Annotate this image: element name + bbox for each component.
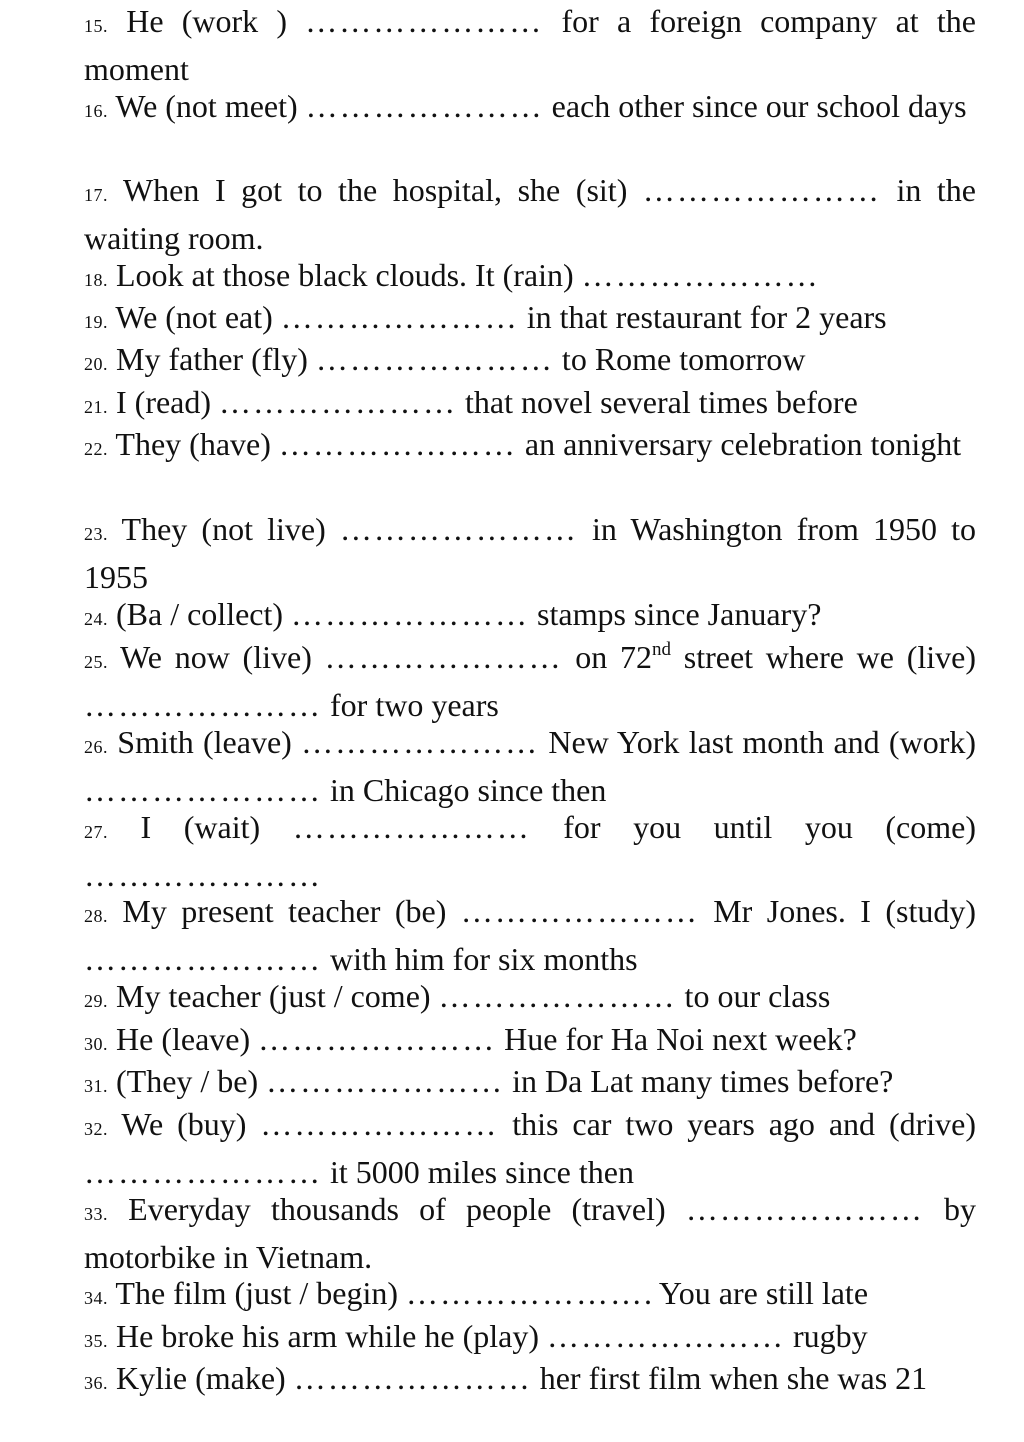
answer-blank: …………………	[546, 1318, 785, 1354]
exercise-22: 22. They (have) ………………… an anniversary celebration tonight	[84, 426, 962, 462]
exercise-number: 28.	[84, 906, 108, 926]
exercise-number: 21.	[84, 397, 108, 417]
exercise-31: 31. (They / be) ………………… in Da Lat many times before?	[84, 1063, 894, 1099]
exercise-number: 29.	[84, 991, 108, 1011]
exercise-number: 32.	[84, 1119, 108, 1139]
answer-blank: …………………	[315, 341, 554, 377]
exercise-18: 18. Look at those black clouds. It (rain) …………………	[84, 257, 820, 293]
answer-blank: …………………	[581, 257, 820, 293]
answer-blank: …………………	[438, 978, 677, 1014]
answer-blank: …………………	[291, 596, 530, 632]
answer-blank: …………………	[293, 1360, 532, 1396]
answer-blank: …………………	[219, 384, 458, 420]
exercise-19: 19. We (not eat) ………………… in that restaurant for 2 years	[84, 299, 887, 335]
exercise-36: 36. Kylie (make) ………………… her first film when she was 21	[84, 1360, 928, 1396]
answer-blank: …………………	[305, 88, 544, 124]
exercise-number: 30.	[84, 1034, 108, 1054]
answer-blank: …………………	[260, 1106, 499, 1142]
exercise-35: 35. He broke his arm while he (play) ………………… rugby	[84, 1318, 868, 1354]
exercise-23: 23. They (not live) ………………… in Washington from 1950 to 1955	[84, 511, 977, 595]
exercise-number: 34.	[84, 1288, 108, 1308]
exercise-number: 26.	[84, 737, 108, 757]
answer-blank: …………………	[84, 940, 322, 977]
exercise-number: 31.	[84, 1076, 108, 1096]
answer-blank: …………………	[258, 1021, 497, 1057]
answer-blank: …………………	[460, 893, 699, 929]
exercise-number: 22.	[84, 439, 108, 459]
exercise-number: 19.	[84, 312, 108, 332]
exercise-number: 24.	[84, 609, 108, 629]
exercise-17: 17. When I got to the hospital, she (sit) ………………… in the waiting room.	[84, 172, 977, 256]
answer-blank: …………………	[84, 1153, 322, 1190]
exercise-15: 15. He (work ) ………………… for a foreign company at the moment	[84, 3, 977, 87]
exercise-32: 32. We (buy) ………………… this car two years ago and (drive) ………………… it 5000 miles since then	[84, 1106, 977, 1190]
answer-blank: …………………	[280, 299, 519, 335]
ordinal-suffix: nd	[652, 639, 672, 660]
answer-blank: …………………	[84, 686, 322, 723]
exercise-number: 20.	[84, 354, 108, 374]
answer-blank: …………………	[84, 771, 322, 808]
exercise-number: 17.	[84, 185, 108, 205]
answer-blank: …………………	[685, 1191, 924, 1227]
answer-blank: …………………	[406, 1275, 645, 1311]
exercise-16: 16. We (not meet) ………………… each other since our school days	[84, 88, 967, 124]
answer-blank: …………………	[84, 856, 322, 893]
exercise-number: 16.	[84, 101, 108, 121]
answer-blank: …………………	[324, 639, 563, 675]
exercise-number: 33.	[84, 1204, 108, 1224]
answer-blank: …………………	[266, 1063, 505, 1099]
exercise-number: 15.	[84, 16, 108, 36]
exercise-29: 29. My teacher (just / come) ………………… to our class	[84, 978, 831, 1014]
exercise-27: 27. I (wait) ………………… for you until you (come) …………………	[84, 809, 977, 893]
exercise-25: 25. We now (live) ………………… on 72nd street where we (live) ………………… for two years	[84, 639, 977, 723]
exercise-30: 30. He (leave) ………………… Hue for Ha Noi next week?	[84, 1021, 857, 1057]
exercise-20: 20. My father (fly) ………………… to Rome tomorrow	[84, 341, 806, 377]
exercise-number: 27.	[84, 822, 108, 842]
answer-blank: …………………	[292, 809, 531, 845]
exercise-21: 21. I (read) ………………… that novel several times before	[84, 384, 858, 420]
answer-blank: …………………	[278, 426, 517, 462]
exercise-number: 25.	[84, 652, 108, 672]
exercise-24: 24. (Ba / collect) ………………… stamps since January?	[84, 596, 822, 632]
exercise-number: 35.	[84, 1331, 108, 1351]
answer-blank: …………………	[301, 724, 540, 760]
answer-blank: …………………	[339, 511, 578, 547]
exercise-28: 28. My present teacher (be) ………………… Mr Jones. I (study) ………………… with him for six months	[84, 893, 977, 977]
exercise-26: 26. Smith (leave) ………………… New York last month and (work) ………………… in Chicago since then	[84, 724, 977, 808]
answer-blank: …………………	[642, 172, 881, 208]
answer-blank: …………………	[305, 3, 544, 39]
exercise-number: 18.	[84, 270, 108, 290]
exercise-number: 36.	[84, 1373, 108, 1393]
exercise-33: 33. Everyday thousands of people (travel) ………………… by motorbike in Vietnam.	[84, 1191, 977, 1275]
exercise-number: 23.	[84, 524, 108, 544]
exercise-34: 34. The film (just / begin) …………………. You are still late	[84, 1275, 869, 1311]
